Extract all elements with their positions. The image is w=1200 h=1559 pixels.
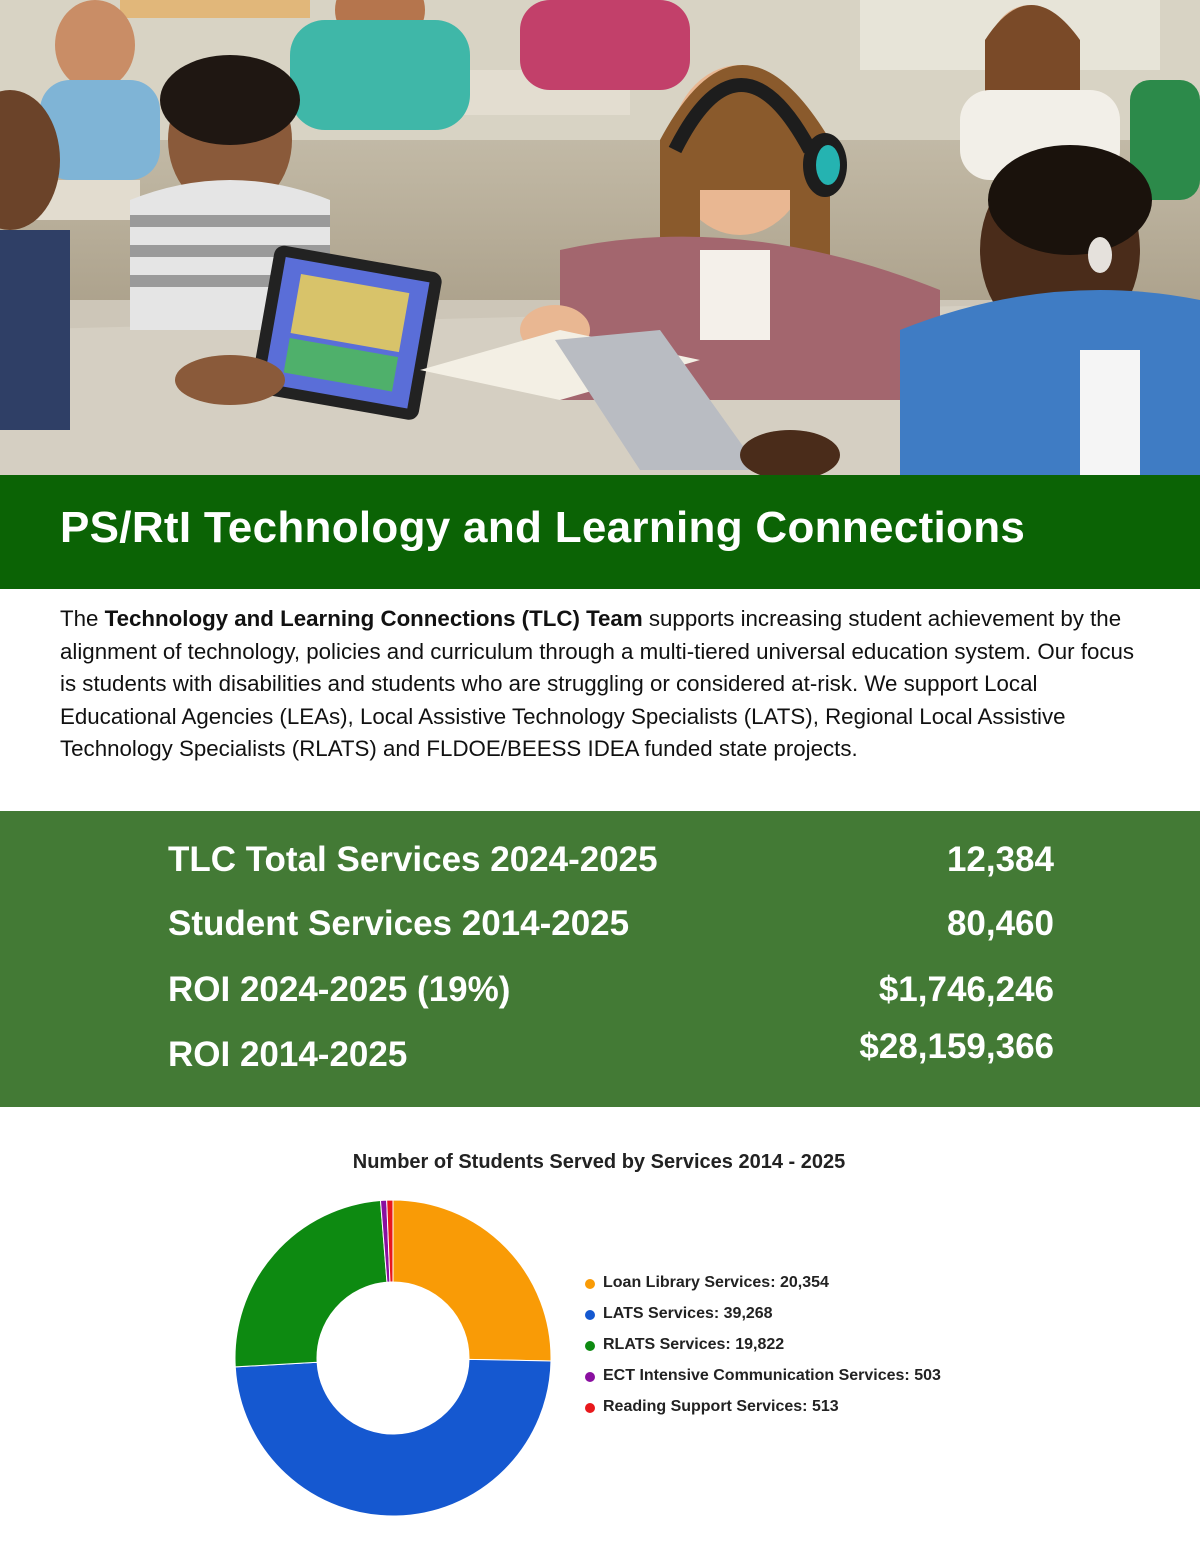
page-title: PS/RtI Technology and Learning Connections (60, 503, 1026, 552)
legend-label: LATS Services: 39,268 (603, 1305, 773, 1322)
intro-paragraph (60, 603, 1150, 766)
legend-label: Reading Support Services: 513 (603, 1398, 839, 1415)
intro-prefix: The (60, 606, 105, 631)
legend-dot-icon (585, 1341, 595, 1351)
donut-chart (230, 1184, 560, 1534)
stat-row (168, 904, 1054, 954)
stat-label: ROI 2024-2025 (19%) (168, 970, 511, 1009)
stat-row (168, 840, 1054, 890)
legend-label: ECT Intensive Communication Services: 503 (603, 1367, 941, 1384)
legend-label: RLATS Services: 19,822 (603, 1336, 785, 1353)
chart-title: Number of Students Served by Services 2014 - 2025 (352, 1151, 846, 1173)
hero-photo (0, 0, 1200, 475)
stat-value: $28,159,366 (859, 1027, 1054, 1066)
stat-value: 12,384 (946, 840, 1054, 879)
stat-label: TLC Total Services 2024-2025 (168, 840, 658, 879)
title-banner (0, 475, 1200, 589)
stat-label: ROI 2014-2025 (168, 1035, 408, 1074)
intro-body: supports increasing student achievement by the alignment of technology, policies and curriculum through a multi-tiered universal education system. Our focus is students with disabilities and students who are struggling or considered at-risk. We support Local Educational Agencies (LEAs), Local Assistive Technology Specialists (LATS), Regional Local Assistive Technology Specialists (RLATS) and FLDOE/BEESS IDEA funded state projects. (60, 606, 1135, 761)
donut-slice-rlats-services (235, 1200, 387, 1366)
stat-row (168, 970, 1054, 1020)
legend-dot-icon (585, 1279, 595, 1289)
legend-dot-icon (585, 1372, 595, 1382)
stat-value: $1,746,246 (878, 970, 1054, 1009)
stat-label: Student Services 2014-2025 (168, 904, 630, 943)
legend-dot-icon (585, 1403, 595, 1413)
legend-dot-icon (585, 1310, 595, 1320)
legend-label: Loan Library Services: 20,354 (603, 1274, 829, 1291)
donut-slice-lats-services (235, 1359, 551, 1516)
classroom-illustration (0, 0, 1200, 475)
donut-slice-loan-library-services (393, 1200, 551, 1361)
stat-row (168, 1027, 1054, 1085)
intro-team-name: Technology and Learning Connections (TLC) Team (104, 606, 643, 631)
stats-panel (0, 811, 1200, 1107)
stat-value: 80,460 (946, 904, 1054, 943)
